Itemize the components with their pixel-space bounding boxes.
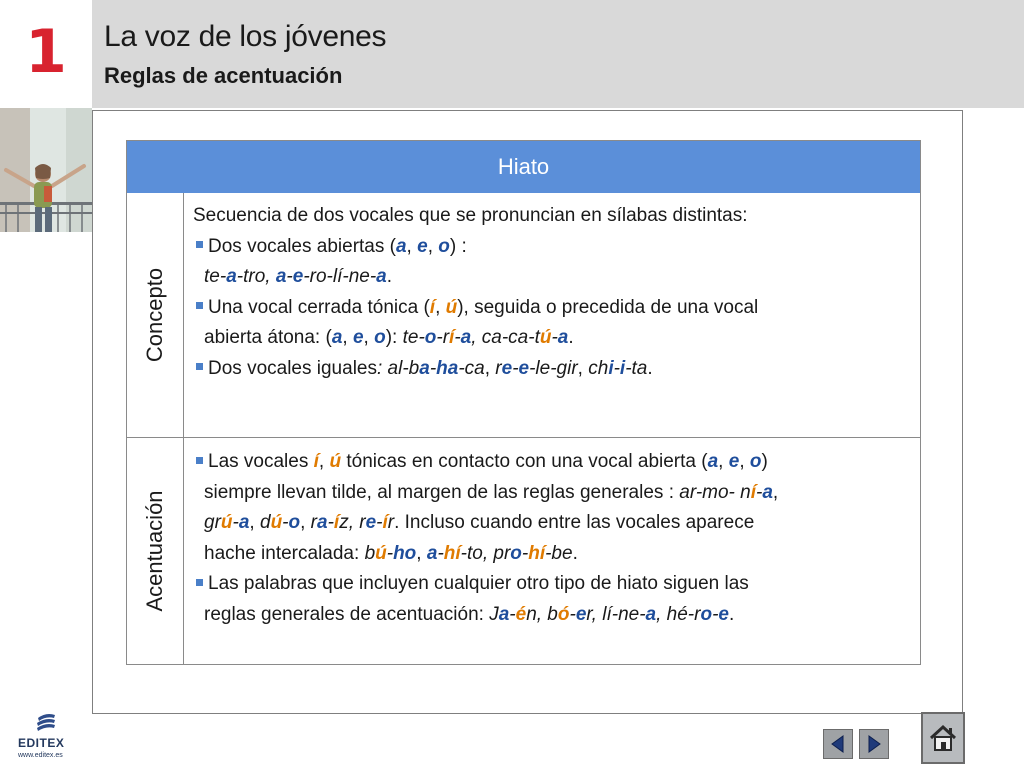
text-segment: Secuencia de dos vocales que se pronuncian en sílabas distintas: bbox=[193, 205, 748, 226]
text-segment: te- bbox=[402, 327, 425, 348]
text-segment: , bbox=[300, 512, 311, 533]
prev-slide-button[interactable] bbox=[823, 729, 853, 759]
text-segment: í bbox=[313, 451, 319, 472]
text-segment: - bbox=[756, 481, 763, 503]
brand-url: www.editex.es bbox=[18, 752, 63, 759]
text-segment: a bbox=[762, 481, 773, 503]
decorative-photo bbox=[0, 108, 92, 232]
brand-name: EDITEX bbox=[18, 736, 65, 750]
text-segment: te- bbox=[204, 266, 227, 287]
text-segment: ú bbox=[375, 542, 387, 564]
text-segment: r bbox=[359, 512, 366, 533]
text-segment: - bbox=[376, 512, 383, 533]
unit-number-box bbox=[0, 0, 92, 108]
row-label-acentuacion bbox=[127, 438, 184, 664]
page-subtitle: Reglas de acentuación bbox=[104, 63, 343, 88]
text-segment: a bbox=[317, 512, 328, 533]
text-segment: ar-mo- n bbox=[679, 481, 751, 503]
square-bullet-icon bbox=[196, 457, 203, 464]
text-line bbox=[193, 262, 918, 293]
text-segment: tónicas en contacto con una vocal abierta ( bbox=[341, 451, 708, 472]
text-segment: o bbox=[288, 512, 301, 533]
bullet-line bbox=[193, 232, 918, 263]
text-segment: - bbox=[712, 603, 719, 625]
table-header bbox=[127, 141, 920, 193]
text-segment: -ta bbox=[625, 357, 648, 379]
text-segment: í bbox=[429, 296, 436, 318]
next-slide-button[interactable] bbox=[859, 729, 889, 759]
text-segment: ú bbox=[220, 512, 233, 533]
row-label-concepto bbox=[127, 193, 184, 437]
text-segment: í bbox=[750, 481, 756, 503]
text-segment: : al-b bbox=[376, 357, 420, 379]
text-segment: , bbox=[416, 542, 427, 564]
row-label-text: Acentuación bbox=[142, 490, 167, 612]
text-segment: a bbox=[395, 235, 407, 257]
bullet-line bbox=[193, 354, 918, 385]
text-segment: - bbox=[232, 512, 239, 533]
text-segment: ch bbox=[588, 357, 609, 379]
text-segment: , bbox=[363, 327, 375, 348]
text-segment: a bbox=[226, 266, 237, 287]
text-segment: Una vocal cerrada tónica ( bbox=[208, 296, 430, 318]
text-segment: gr bbox=[204, 512, 221, 533]
text-segment: b bbox=[364, 542, 376, 564]
triangle-right-icon bbox=[864, 734, 884, 754]
text-segment: o bbox=[438, 235, 450, 257]
text-segment: o bbox=[374, 327, 386, 348]
text-segment: a bbox=[460, 327, 472, 348]
text-segment: a bbox=[426, 542, 438, 564]
text-segment: . bbox=[572, 542, 578, 564]
text-segment: o bbox=[749, 451, 762, 472]
text-segment: a bbox=[498, 603, 510, 625]
square-bullet-icon bbox=[196, 241, 203, 248]
text-segment: r, lí-ne- bbox=[586, 603, 646, 625]
text-segment: e bbox=[292, 266, 304, 287]
text-segment: n, b bbox=[526, 603, 558, 625]
text-segment: ú bbox=[539, 327, 552, 348]
text-segment: . bbox=[568, 327, 574, 348]
text-segment: a bbox=[707, 451, 719, 472]
text-segment: - bbox=[437, 542, 444, 564]
bullet-line bbox=[193, 447, 918, 478]
text-segment: J bbox=[489, 603, 499, 625]
text-line bbox=[193, 600, 918, 631]
text-segment: -le-gir bbox=[529, 357, 578, 379]
text-segment: -ca bbox=[458, 357, 485, 379]
text-segment: -ro-lí-ne- bbox=[303, 266, 377, 287]
text-segment: í bbox=[449, 327, 455, 348]
text-segment: siempre llevan tilde, al margen de las reglas generales : bbox=[204, 481, 680, 503]
house-icon bbox=[927, 722, 959, 754]
text-segment: e bbox=[518, 357, 530, 379]
text-line bbox=[193, 201, 918, 232]
text-segment: ó bbox=[557, 603, 570, 625]
table-heading: Hiato bbox=[497, 154, 550, 179]
text-segment: a bbox=[419, 357, 430, 379]
triangle-left-icon bbox=[828, 734, 848, 754]
text-segment: - bbox=[512, 357, 519, 379]
acentuacion-cell bbox=[193, 447, 918, 630]
text-segment: , ca-ca-t bbox=[471, 327, 540, 348]
text-segment: -to, pr bbox=[460, 542, 511, 564]
text-segment: - bbox=[613, 357, 620, 379]
hiato-table bbox=[126, 140, 921, 665]
editex-logo bbox=[14, 712, 78, 762]
text-segment: -r bbox=[436, 327, 450, 348]
text-segment: hache intercalada: bbox=[204, 542, 365, 564]
text-segment: ), seguida o precedida de una vocal bbox=[457, 296, 759, 318]
text-segment: , bbox=[318, 451, 330, 472]
woman-on-bridge-illustration bbox=[0, 108, 92, 232]
text-segment: ú bbox=[270, 512, 283, 533]
text-segment: i bbox=[608, 357, 614, 379]
text-segment: . bbox=[728, 603, 735, 625]
text-segment: abierta átona: ( bbox=[204, 327, 332, 348]
text-segment: ) : bbox=[449, 235, 467, 257]
home-button[interactable] bbox=[921, 712, 965, 764]
row-label-text: Concepto bbox=[142, 267, 167, 363]
text-segment: í bbox=[333, 512, 340, 533]
unit-number: 1 bbox=[25, 17, 67, 87]
text-line bbox=[193, 323, 918, 354]
text-segment: r bbox=[495, 357, 502, 379]
text-segment: ) bbox=[761, 451, 768, 472]
text-segment: , bbox=[484, 357, 496, 379]
text-segment: e bbox=[365, 512, 377, 533]
text-segment: o bbox=[510, 542, 522, 564]
text-segment: z, bbox=[339, 512, 360, 533]
text-segment: , bbox=[249, 512, 260, 533]
page-title: La voz de los jóvenes bbox=[104, 20, 387, 53]
square-bullet-icon bbox=[196, 579, 203, 586]
text-segment: Dos vocales iguales bbox=[208, 357, 377, 379]
text-segment: e bbox=[718, 603, 729, 625]
text-segment: , bbox=[577, 357, 589, 379]
row-divider bbox=[127, 437, 920, 438]
text-segment: -be bbox=[545, 542, 573, 564]
text-segment: o bbox=[700, 603, 713, 625]
text-segment: - bbox=[282, 512, 289, 533]
bullet-line bbox=[193, 293, 918, 324]
text-segment: a bbox=[238, 512, 250, 533]
text-segment: , bbox=[406, 235, 418, 257]
text-segment: é bbox=[515, 603, 527, 625]
text-segment: hí bbox=[528, 542, 546, 564]
text-segment: , bbox=[342, 327, 353, 348]
text-segment: , bbox=[435, 296, 446, 318]
text-segment: ú bbox=[329, 451, 342, 472]
text-segment: Las vocales bbox=[208, 451, 314, 472]
text-segment: Las palabras que incluyen cualquier otro tipo de hiato siguen las bbox=[208, 573, 749, 594]
square-bullet-icon bbox=[196, 363, 203, 370]
text-segment: e bbox=[575, 603, 587, 625]
text-segment: a bbox=[376, 266, 387, 287]
text-segment: d bbox=[259, 512, 271, 533]
bullet-line bbox=[193, 569, 918, 600]
text-segment: i bbox=[619, 357, 626, 379]
text-segment: a bbox=[275, 266, 287, 287]
text-segment: í bbox=[382, 512, 388, 533]
text-segment: - bbox=[454, 327, 461, 348]
text-segment: reglas generales de acentuación: bbox=[204, 603, 490, 625]
text-segment: ú bbox=[445, 296, 458, 318]
text-segment: Dos vocales abiertas ( bbox=[208, 235, 396, 257]
text-segment: ha bbox=[436, 357, 459, 379]
text-line bbox=[193, 508, 918, 539]
text-segment: e bbox=[352, 327, 364, 348]
text-segment: -tro, bbox=[236, 266, 276, 287]
text-segment: - bbox=[551, 327, 558, 348]
text-segment: - bbox=[386, 542, 394, 564]
text-line bbox=[193, 478, 918, 509]
square-bullet-icon bbox=[196, 302, 203, 309]
text-segment: a bbox=[557, 327, 569, 348]
text-segment: . bbox=[647, 357, 653, 379]
text-segment: , bbox=[739, 451, 750, 472]
text-segment: r bbox=[310, 512, 317, 533]
header-bar bbox=[92, 0, 1024, 108]
text-segment: o bbox=[424, 327, 437, 348]
text-segment: - bbox=[569, 603, 576, 625]
text-segment: hí bbox=[443, 542, 461, 564]
editex-logo-icon bbox=[34, 712, 58, 734]
concepto-cell bbox=[193, 201, 918, 384]
text-segment: , bbox=[772, 481, 779, 503]
text-segment: ): bbox=[385, 327, 403, 348]
text-segment: e bbox=[728, 451, 740, 472]
text-segment: a bbox=[645, 603, 657, 625]
text-segment: - bbox=[327, 512, 334, 533]
text-segment: e bbox=[501, 357, 513, 379]
text-segment: - bbox=[521, 542, 529, 564]
text-segment: , hé-r bbox=[656, 603, 701, 625]
text-segment: - bbox=[509, 603, 516, 625]
text-line bbox=[193, 539, 918, 570]
text-segment: , bbox=[718, 451, 729, 472]
text-segment: e bbox=[417, 235, 428, 257]
text-segment: . bbox=[386, 266, 393, 287]
text-segment: . Incluso cuando entre las vocales aparece bbox=[394, 512, 755, 533]
text-segment: - bbox=[429, 357, 437, 379]
text-segment: ho bbox=[393, 542, 417, 564]
text-segment: a bbox=[331, 327, 343, 348]
text-segment: , bbox=[427, 235, 439, 257]
text-segment: r bbox=[387, 512, 395, 533]
text-segment: - bbox=[286, 266, 293, 287]
